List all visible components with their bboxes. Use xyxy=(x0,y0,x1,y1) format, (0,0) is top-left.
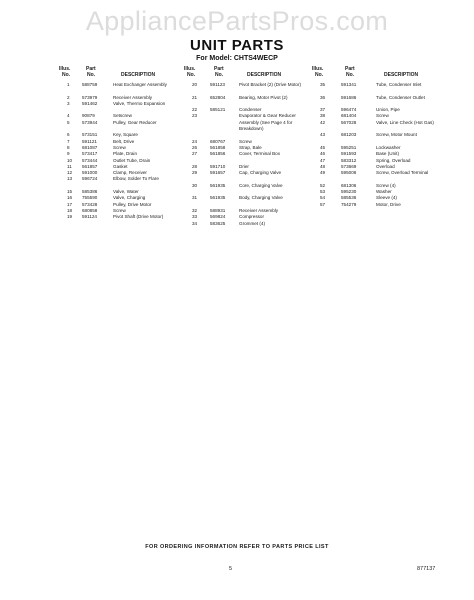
part-description: Tube, Condenser Outlet xyxy=(376,94,425,100)
part-description: Overload xyxy=(376,163,395,169)
part-description: Valve, Thermo Expansion xyxy=(113,100,166,106)
illus-number: 38 xyxy=(320,113,326,119)
header-illus: Illus. xyxy=(184,66,196,72)
part-number: 573979 xyxy=(82,94,98,100)
header-description: DESCRIPTION xyxy=(384,72,419,78)
parts-row xyxy=(190,183,318,196)
part-number: 585386 xyxy=(82,189,98,195)
illus-number: 57 xyxy=(320,201,326,207)
part-number: 591121 xyxy=(82,138,97,144)
parts-row xyxy=(318,202,446,208)
part-description: Sleeve (4) xyxy=(376,195,397,201)
illus-number: 13 xyxy=(67,176,73,182)
illus-number: 3 xyxy=(67,100,70,106)
part-number: 90879 xyxy=(82,113,95,119)
header-illus: Illus. xyxy=(59,66,71,72)
illus-number: 20 xyxy=(192,82,198,87)
illus-number: 48 xyxy=(320,163,326,169)
part-description: Screw xyxy=(239,138,252,144)
illus-number: 26 xyxy=(192,144,198,150)
illus-number: 43 xyxy=(320,132,326,138)
illus-number: 19 xyxy=(67,214,73,220)
parts-row xyxy=(190,221,318,227)
illus-number: 8 xyxy=(67,144,70,150)
part-description: Screw (4) xyxy=(376,182,396,188)
parts-row xyxy=(318,120,446,133)
header-illus-no: No. xyxy=(187,72,196,78)
ordering-note: FOR ORDERING INFORMATION REFER TO PARTS PRICE LIST xyxy=(145,544,329,550)
part-description: Condenser xyxy=(239,107,262,113)
part-number: 591124 xyxy=(82,214,97,220)
parts-row xyxy=(318,132,446,145)
column-header xyxy=(312,66,446,82)
part-description: Receiver Assembly xyxy=(113,94,153,100)
illus-number: 5 xyxy=(67,119,70,125)
illus-number: 49 xyxy=(320,170,326,176)
part-description: Bearing, Motor Pivot (2) xyxy=(239,94,288,100)
illus-number: 29 xyxy=(192,170,198,176)
header-part: Part xyxy=(214,66,224,72)
parts-column-1 xyxy=(58,66,186,227)
part-description: Lockwasher xyxy=(376,144,401,150)
illus-number: 54 xyxy=(320,195,326,201)
part-number: 595230 xyxy=(341,189,357,195)
part-number: 596474 xyxy=(341,107,357,113)
parts-row xyxy=(58,176,186,189)
part-description: Body, Charging Valve xyxy=(239,195,283,201)
illus-number: 34 xyxy=(192,220,198,226)
part-description: Washer xyxy=(376,189,392,195)
illus-number: 23 xyxy=(192,113,198,119)
part-number: 561858 xyxy=(210,144,226,150)
illus-number: 12 xyxy=(67,170,73,176)
illus-number: 35 xyxy=(320,82,326,87)
header-part-no: No. xyxy=(87,72,96,78)
parts-column-3 xyxy=(312,66,446,208)
header-illus-no: No. xyxy=(315,72,324,78)
part-description: Screw xyxy=(113,144,126,150)
part-number: 754279 xyxy=(341,201,357,207)
illus-number: 46 xyxy=(320,151,326,157)
illus-number: 33 xyxy=(192,214,198,220)
part-description: Screw, Overload Terminal xyxy=(376,170,429,176)
part-number: 680858 xyxy=(82,207,98,213)
part-number: 591710 xyxy=(210,163,226,169)
part-number: 569824 xyxy=(210,214,226,220)
illus-number: 4 xyxy=(67,113,70,119)
column-header xyxy=(58,66,186,82)
part-number: 561856 xyxy=(210,151,226,157)
part-number: 561935 xyxy=(210,195,226,201)
part-description: Core, Charging Valve xyxy=(239,182,283,188)
illus-number: 28 xyxy=(192,163,198,169)
parts-row xyxy=(190,113,318,138)
part-description: Union, Pipe xyxy=(376,107,400,113)
part-number: 573669 xyxy=(341,163,357,169)
parts-row xyxy=(58,101,186,114)
part-number: 573944 xyxy=(82,119,98,125)
part-number: 561857 xyxy=(82,163,98,169)
illus-number: 31 xyxy=(192,195,198,201)
illus-number: 52 xyxy=(320,182,326,188)
illus-number: 24 xyxy=(192,138,198,144)
part-description: Grommet (4) xyxy=(239,220,266,226)
model-subtitle: For Model: CHTS4WECP xyxy=(196,55,278,62)
parts-row xyxy=(58,120,186,133)
part-number: 591341 xyxy=(341,82,357,87)
part-description: Cover, Terminal Box xyxy=(239,151,281,157)
part-number: 755590 xyxy=(82,195,98,201)
part-number: 573444 xyxy=(82,157,98,163)
header-illus-no: No. xyxy=(62,72,71,78)
illus-number: 53 xyxy=(320,189,326,195)
parts-row xyxy=(190,151,318,164)
illus-number: 32 xyxy=(192,207,198,213)
part-description: Screw xyxy=(376,113,389,119)
illus-number: 22 xyxy=(192,107,198,113)
part-number: 573151 xyxy=(82,132,98,138)
illus-number: 18 xyxy=(67,207,73,213)
part-description: Pivot Bracket (2) (Drive Motor) xyxy=(239,82,302,87)
illus-number: 27 xyxy=(192,151,198,157)
header-part: Part xyxy=(86,66,96,72)
part-description: Motor, Drive xyxy=(376,201,401,207)
part-number: 652804 xyxy=(210,94,226,100)
part-number: 591000 xyxy=(82,170,98,176)
illus-number: 6 xyxy=(67,132,70,138)
part-description: Pivot Shaft (Drive Motor) xyxy=(113,214,164,220)
illus-number: 9 xyxy=(67,151,70,157)
part-description: Pulley, Gear Reducer xyxy=(113,119,157,125)
illus-number: 10 xyxy=(67,157,73,163)
part-description: Setscrew xyxy=(113,113,132,119)
part-number: 591686 xyxy=(341,94,357,100)
illus-number: 45 xyxy=(320,144,326,150)
page-number: 5 xyxy=(229,566,233,572)
part-description: Clamp, Receiver xyxy=(113,170,147,176)
column-header xyxy=(184,66,318,82)
part-number: 595251 xyxy=(341,144,357,150)
header-illus: Illus. xyxy=(312,66,324,72)
part-description: Base (Unit) xyxy=(376,151,399,157)
illus-number: 11 xyxy=(67,163,72,169)
part-description: Compressor xyxy=(239,214,265,220)
part-description: Tube, Condenser Inlet xyxy=(376,82,422,87)
document-code: 877137 xyxy=(417,566,436,572)
part-description: Receiver Assembly xyxy=(239,207,279,213)
part-number: 588931 xyxy=(210,207,226,213)
part-description: Valve, Charging xyxy=(113,195,146,201)
part-number: 573428 xyxy=(82,201,98,207)
part-description: Key, Square xyxy=(113,132,138,138)
header-description: DESCRIPTION xyxy=(247,72,282,78)
part-description: Valve, Line Check (Hot Gas) xyxy=(376,119,434,125)
part-number: 591593 xyxy=(341,151,357,157)
part-number: 561935 xyxy=(210,182,226,188)
part-description: Spring, Overload xyxy=(376,157,411,163)
part-description: Belt, Drive xyxy=(113,138,135,144)
part-number: 591462 xyxy=(82,100,98,106)
part-description: Valve, Water xyxy=(113,189,139,195)
watermark: AppliancePartsPros.com xyxy=(85,6,389,36)
illus-number: 7 xyxy=(67,138,70,144)
part-number: 681306 xyxy=(341,182,357,188)
header-description: DESCRIPTION xyxy=(121,72,156,78)
part-number: 681087 xyxy=(82,144,98,150)
part-description: Pulley, Drive Motor xyxy=(113,201,152,207)
part-number: 680767 xyxy=(210,138,226,144)
parts-row xyxy=(58,214,186,227)
illus-number: 15 xyxy=(67,189,73,195)
part-number: 573417 xyxy=(82,151,98,157)
illus-number: 37 xyxy=(320,107,326,113)
illus-number: 36 xyxy=(320,94,326,100)
illus-number: 42 xyxy=(320,119,326,125)
page-title: UNIT PARTS xyxy=(190,37,284,54)
part-number: 681203 xyxy=(341,132,357,138)
part-number: 567028 xyxy=(341,119,357,125)
illus-number: 47 xyxy=(320,157,326,163)
part-description: Gasket xyxy=(113,163,128,169)
part-description: Plate, Drain xyxy=(113,151,138,157)
part-description: Cap, Charging Valve xyxy=(239,170,282,176)
part-description: Screw xyxy=(113,207,126,213)
part-number: 591123 xyxy=(210,82,225,87)
illus-number: 17 xyxy=(67,201,73,207)
header-part-no: No. xyxy=(215,72,224,78)
part-description: Evaporator & Gear Reducer Assembly (See Page 4 for Breakdown) xyxy=(239,113,296,132)
parts-row xyxy=(318,170,446,183)
parts-row xyxy=(190,82,318,95)
part-number: 583625 xyxy=(210,220,226,226)
parts-row xyxy=(58,82,186,95)
parts-column-2 xyxy=(184,66,318,227)
part-description: Drier xyxy=(239,163,249,169)
illus-number: 30 xyxy=(192,182,198,188)
part-description: Elbow, Solder To Flare xyxy=(113,176,159,182)
part-description: Screw, Motor Mount xyxy=(376,132,417,138)
part-description: Strap, Bale xyxy=(239,144,262,150)
parts-row xyxy=(190,95,318,108)
part-number: 588759 xyxy=(82,82,98,87)
parts-row xyxy=(190,170,318,183)
part-number: 595006 xyxy=(341,170,357,176)
part-number: 583312 xyxy=(341,157,357,163)
illus-number: 16 xyxy=(67,195,73,201)
parts-row xyxy=(318,95,446,108)
header-part: Part xyxy=(345,66,355,72)
illus-number: 2 xyxy=(67,94,70,100)
part-number: 591657 xyxy=(210,170,226,176)
part-number: 585121 xyxy=(210,107,226,113)
part-number: 681404 xyxy=(341,113,357,119)
part-description: Outlet Tube, Drain xyxy=(113,157,151,163)
parts-row xyxy=(190,195,318,208)
part-number: 596724 xyxy=(82,176,98,182)
illus-number: 21 xyxy=(192,94,198,100)
header-part-no: No. xyxy=(346,72,355,78)
part-number: 585536 xyxy=(341,195,357,201)
part-description: Heat Exchanger Assembly xyxy=(113,82,167,87)
illus-number: 1 xyxy=(67,82,70,87)
parts-row xyxy=(318,82,446,95)
